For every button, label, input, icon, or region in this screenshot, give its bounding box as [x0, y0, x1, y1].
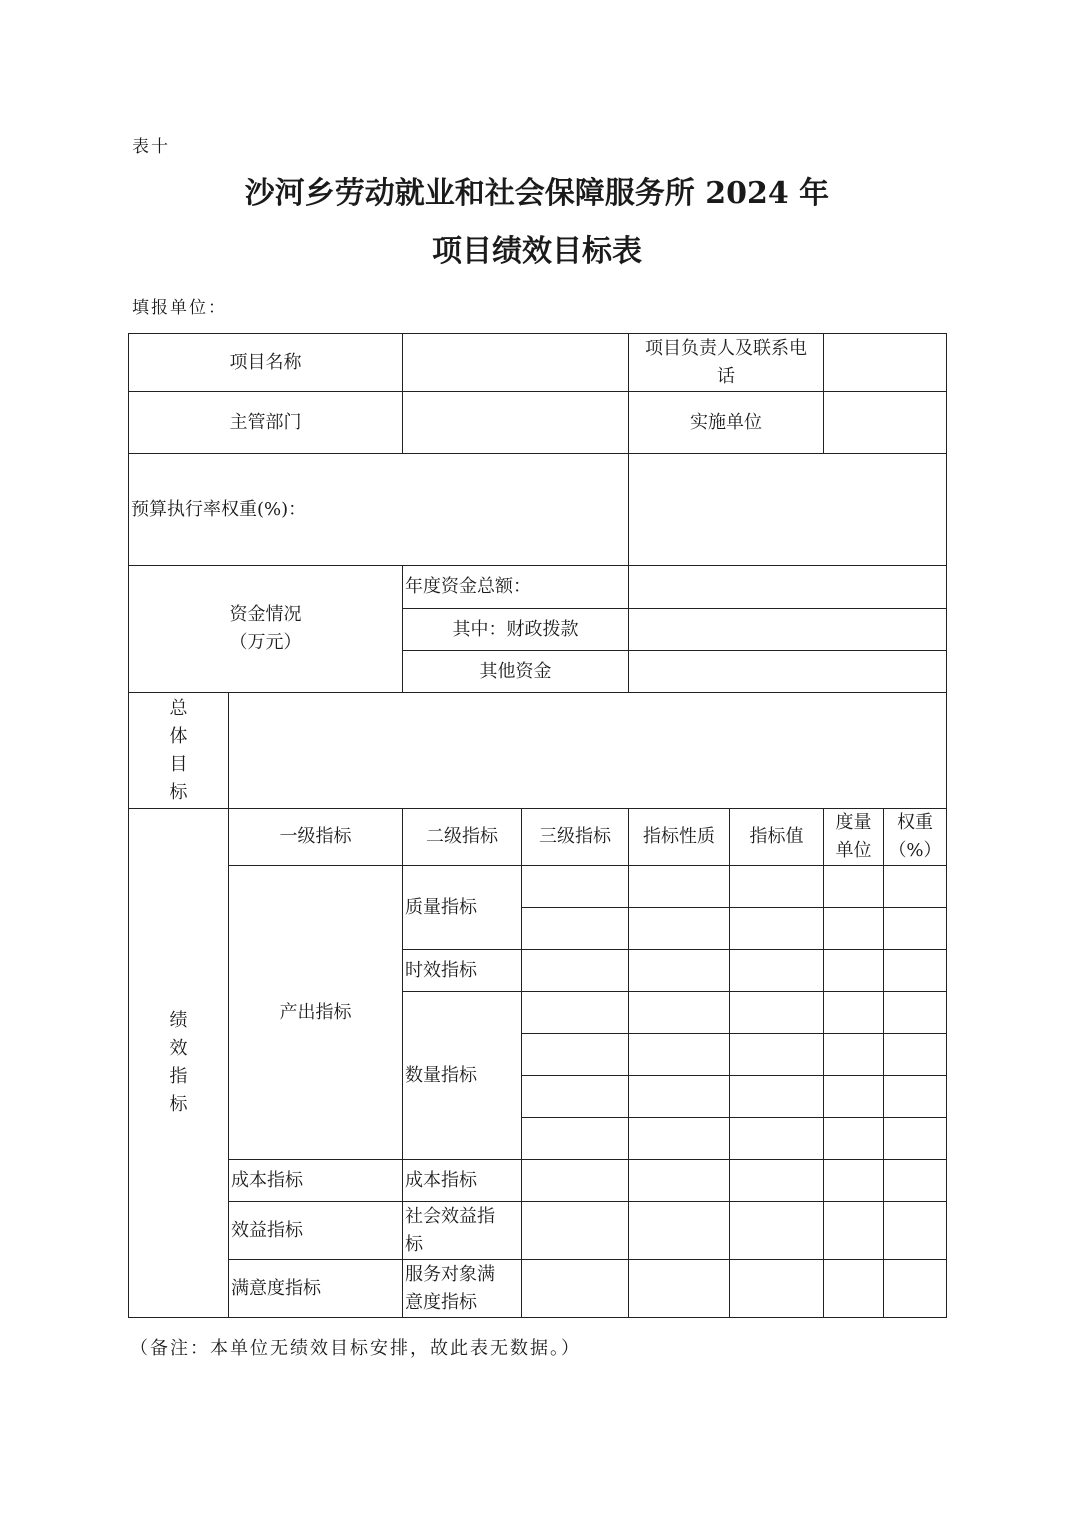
cell[interactable] [629, 950, 730, 992]
perf-indicator-label [129, 809, 229, 1318]
cell[interactable] [730, 1202, 824, 1260]
satisfaction-indicator-l1-label: 满意度指标 [229, 1260, 403, 1318]
funds-label-line1: 资金情况 [229, 604, 302, 625]
cell[interactable] [824, 992, 884, 1034]
cell[interactable] [884, 908, 947, 950]
cell[interactable] [884, 1118, 947, 1160]
contact-label [629, 334, 824, 392]
cell[interactable] [522, 866, 629, 908]
project-name-label: 项目名称 [129, 334, 403, 392]
impl-unit-value[interactable] [824, 392, 947, 454]
cell[interactable] [730, 908, 824, 950]
contact-label-line1: 项目负责人及联系电 [645, 337, 807, 359]
footer-note: （备注：本单位无绩效目标安排，故此表无数据。） [130, 1338, 581, 1359]
overall-goal-char: 目 [169, 753, 188, 775]
overall-goal-char: 体 [169, 725, 188, 747]
cell[interactable] [522, 1260, 629, 1318]
cell[interactable] [730, 1034, 824, 1076]
row-project-name [129, 334, 947, 392]
cell[interactable] [522, 950, 629, 992]
social-benefit-line1: 社会效益指 [405, 1205, 495, 1227]
overall-goal-label [129, 693, 229, 809]
cell[interactable] [730, 1160, 824, 1202]
other-funds-label: 其他资金 [403, 651, 629, 693]
fiscal-value[interactable] [629, 609, 947, 651]
col-header-weight [884, 809, 947, 866]
row-budget-rate [129, 454, 947, 566]
col-header-unit [824, 809, 884, 866]
cell[interactable] [824, 950, 884, 992]
cell[interactable] [884, 1034, 947, 1076]
cell[interactable] [522, 1202, 629, 1260]
table-row [129, 1260, 947, 1318]
col-header-unit-line2: 单位 [835, 840, 872, 861]
table-row [129, 1202, 947, 1260]
document-title-line1: 沙河乡劳动就业和社会保障服务所 2024 年 [244, 176, 830, 211]
col-header-nature: 指标性质 [629, 809, 730, 866]
row-overall-goal [129, 693, 947, 809]
table-row [129, 866, 947, 908]
cell[interactable] [824, 1034, 884, 1076]
other-funds-value[interactable] [629, 651, 947, 693]
benefit-indicator-l1-label: 效益指标 [229, 1202, 403, 1260]
table-row [129, 1160, 947, 1202]
cell[interactable] [730, 1118, 824, 1160]
cell[interactable] [824, 1260, 884, 1318]
timeliness-indicator-label: 时效指标 [403, 950, 522, 992]
cell[interactable] [824, 1076, 884, 1118]
cell[interactable] [629, 992, 730, 1034]
contact-value[interactable] [824, 334, 947, 392]
cell[interactable] [730, 1260, 824, 1318]
cell[interactable] [730, 866, 824, 908]
project-name-value[interactable] [403, 334, 629, 392]
overall-goal-value[interactable] [229, 693, 947, 809]
col-header-weight-line2: （%） [888, 840, 942, 861]
cost-indicator-l1-label: 成本指标 [229, 1160, 403, 1202]
cell[interactable] [629, 866, 730, 908]
cell[interactable] [884, 1160, 947, 1202]
cell[interactable] [824, 908, 884, 950]
col-header-unit-line1: 度量 [835, 812, 872, 833]
cell[interactable] [824, 1160, 884, 1202]
cell[interactable] [522, 1076, 629, 1118]
cell[interactable] [522, 1034, 629, 1076]
perf-label-char: 绩 [169, 1010, 188, 1031]
table-number: 表十 [132, 137, 170, 157]
col-header-level1: 一级指标 [229, 809, 403, 866]
row-department [129, 392, 947, 454]
funds-label-line2: （万元） [229, 632, 302, 653]
quantity-indicator-label: 数量指标 [403, 992, 522, 1160]
col-header-value: 指标值 [730, 809, 824, 866]
cell[interactable] [884, 950, 947, 992]
dept-value[interactable] [403, 392, 629, 454]
cell[interactable] [629, 1160, 730, 1202]
annual-total-value[interactable] [629, 566, 947, 609]
fiscal-label: 其中：财政拨款 [403, 609, 629, 651]
cell[interactable] [824, 866, 884, 908]
document-title-line2: 项目绩效目标表 [432, 234, 642, 269]
cell[interactable] [884, 1202, 947, 1260]
cell[interactable] [884, 866, 947, 908]
social-benefit-indicator-label [403, 1202, 522, 1260]
cell[interactable] [629, 1118, 730, 1160]
cell[interactable] [629, 908, 730, 950]
performance-target-table [128, 333, 947, 1318]
fill-unit-label: 填报单位： [132, 298, 227, 318]
cell[interactable] [629, 1260, 730, 1318]
cell[interactable] [730, 992, 824, 1034]
perf-label-char: 效 [169, 1038, 188, 1059]
cell[interactable] [522, 1160, 629, 1202]
overall-goal-char: 标 [169, 781, 188, 803]
cell[interactable] [730, 950, 824, 992]
impl-unit-label: 实施单位 [629, 392, 824, 454]
cell[interactable] [730, 1076, 824, 1118]
cell[interactable] [522, 1118, 629, 1160]
row-indicator-headers [129, 809, 947, 866]
contact-label-line2: 话 [717, 365, 735, 387]
annual-total-label: 年度资金总额： [403, 566, 629, 609]
satisfaction-indicator-l2-label [403, 1260, 522, 1318]
satisfaction-line2: 意度指标 [405, 1291, 477, 1313]
cell[interactable] [884, 992, 947, 1034]
cell[interactable] [629, 1034, 730, 1076]
cell[interactable] [824, 1118, 884, 1160]
cell[interactable] [629, 1202, 730, 1260]
cell[interactable] [522, 992, 629, 1034]
funds-label [129, 566, 403, 693]
col-header-level3: 三级指标 [522, 809, 629, 866]
col-header-level2: 二级指标 [403, 809, 522, 866]
col-header-weight-line1: 权重 [897, 812, 933, 833]
social-benefit-line2: 标 [405, 1233, 423, 1255]
budget-rate-label: 预算执行率权重(%)： [129, 454, 629, 566]
budget-rate-value[interactable] [629, 454, 947, 566]
perf-label-char: 指 [169, 1066, 188, 1087]
cell[interactable] [522, 908, 629, 950]
quality-indicator-label: 质量指标 [403, 866, 522, 950]
overall-goal-char: 总 [169, 697, 188, 719]
output-indicator-label: 产出指标 [229, 866, 403, 1160]
cell[interactable] [824, 1202, 884, 1260]
cell[interactable] [629, 1076, 730, 1118]
cost-indicator-l2-label: 成本指标 [403, 1160, 522, 1202]
row-annual-funds [129, 566, 947, 609]
cell[interactable] [884, 1076, 947, 1118]
cell[interactable] [884, 1260, 947, 1318]
perf-label-char: 标 [169, 1094, 188, 1115]
satisfaction-line1: 服务对象满 [405, 1263, 495, 1285]
dept-label: 主管部门 [129, 392, 403, 454]
